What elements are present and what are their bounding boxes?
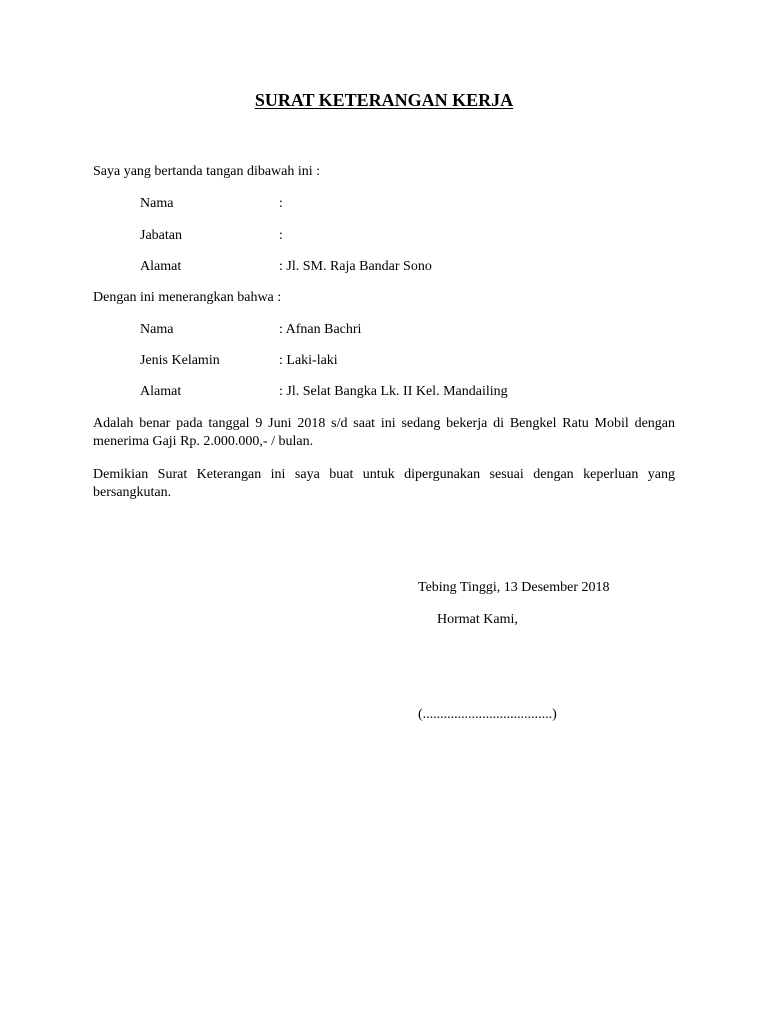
signer-name-value: : [279,196,283,211]
signer-position-label: Jabatan [140,228,182,243]
document-title: SURAT KETERANGAN KERJA [254,90,514,110]
employee-name-value: : Afnan Bachri [279,322,362,337]
signer-address-label: Alamat [140,259,182,274]
employee-address-value: : Jl. Selat Bangka Lk. II Kel. Mandailing [279,384,508,399]
employee-address-label: Alamat [140,384,182,399]
employee-name-label: Nama [140,322,174,337]
closing-paragraph: Demikian Surat Keterangan ini saya buat untuk dipergunakan sesuai dengan keperluan yang bersangkutan. [93,467,675,500]
closing-greeting: Hormat Kami, [437,612,518,627]
signer-position-value: : [279,228,283,243]
signature-line: (.....................................) [418,707,557,722]
intro-text: Saya yang bertanda tangan dibawah ini : [93,164,321,179]
place-date: Tebing Tinggi, 13 Desember 2018 [418,580,610,595]
employee-gender-label: Jenis Kelamin [140,353,220,368]
signer-address-value: : Jl. SM. Raja Bandar Sono [279,259,432,274]
employment-paragraph: Adalah benar pada tanggal 9 Juni 2018 s/d saat ini sedang bekerja di Bengkel Ratu Mobil dengan menerima Gaji Rp. 2.000.000,- / bulan. [93,416,675,449]
statement-intro: Dengan ini menerangkan bahwa : [93,290,282,305]
employee-gender-value: : Laki-laki [279,353,338,368]
signer-name-label: Nama [140,196,174,211]
